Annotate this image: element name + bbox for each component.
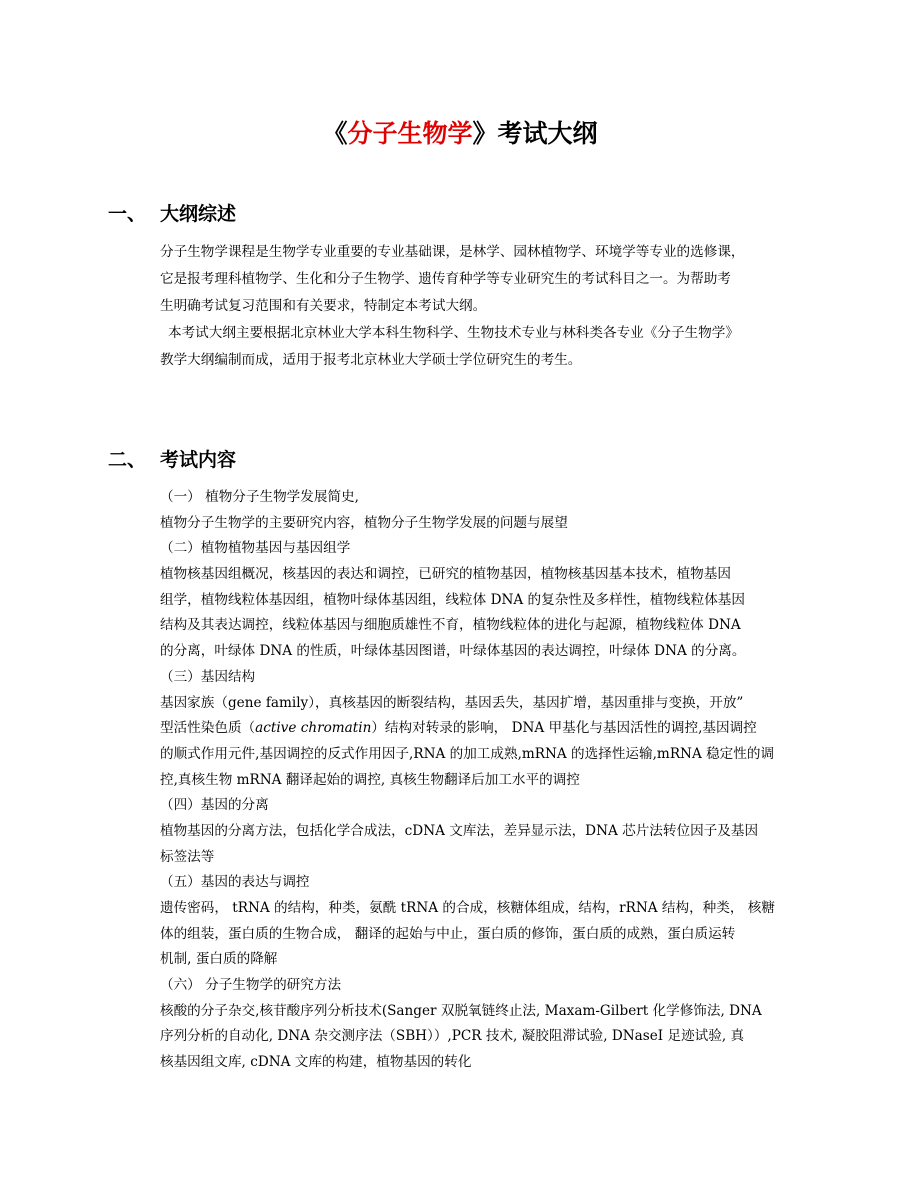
content-fragment: 型活性染色质（ <box>160 720 256 737</box>
content-line: 结构及其表达调控，线粒体基因与细胞质雄性不育，植物线粒体的进化与起源，植物线粒体 DNA <box>160 617 741 634</box>
paragraph-line: 生明确考试复习范围和有关要求，特制定本考试大纲。 <box>160 298 487 314</box>
section-title: 考试内容 <box>160 449 237 471</box>
title-open-bracket: 《 <box>322 119 348 148</box>
section-heading-overview <box>108 200 236 228</box>
section-number: 一、 <box>108 203 147 225</box>
content-line: 序列分析的自动化, DNA 杂交测序法（SBH））,PCR 技术, 凝胶阻滞试验, DNaseI 足迹试验, 真 <box>160 1028 745 1045</box>
paragraph-line: 教学大纲编制而成，适用于报考北京林业大学硕士学位研究生的考生。 <box>160 352 582 368</box>
content-line: 组学，植物线粒体基因组，植物叶绿体基因组，线粒体 DNA 的复杂性及多样性，植物线粒体基因 <box>160 591 745 608</box>
content-line: 植物分子生物学的主要研究内容，植物分子生物学发展的问题与展望 <box>160 514 568 531</box>
paragraph-line: 分子生物学课程是生物学专业重要的专业基础课，是林学、园林植物学、环境学等专业的选修课， <box>160 244 745 260</box>
paragraph-line: 本考试大纲主要根据北京林业大学本科生物科学、生物技术专业与林科类各专业《分子生物学》 <box>168 325 739 341</box>
content-line: 植物核基因组概况，核基因的表达和调控，已研究的植物基因，植物核基因基本技术，植物基因 <box>160 566 731 583</box>
title-highlight: 分子生物学 <box>347 119 473 148</box>
section-heading-content <box>108 446 236 474</box>
subsection-heading: （三）基因结构 <box>160 668 256 685</box>
content-line: 标签法等 <box>160 848 215 865</box>
content-line: 的顺式作用元件,基因调控的反式作用因子,RNA 的加工成熟,mRNA 的选择性运输,mRNA 稳定性的调 <box>160 745 775 762</box>
subsection-heading: （六） 分子生物学的研究方法 <box>160 977 342 994</box>
content-line: 核基因组文库, cDNA 文库的构建，植物基因的转化 <box>160 1054 472 1071</box>
content-line: 体的组装，蛋白质的生物合成， 翻译的起始与中止，蛋白质的修饰，蛋白质的成熟，蛋白质运转 <box>160 925 736 942</box>
subsection-heading: （四）基因的分离 <box>160 797 269 814</box>
content-line: 的分离，叶绿体 DNA 的性质，叶绿体基因图谱，叶绿体基因的表达调控，叶绿体 DNA 的分离。 <box>160 643 746 660</box>
content-fragment: ）结构对转录的影响， DNA 甲基化与基因活性的调控,基因调控 <box>371 720 757 737</box>
content-line: 控,真核生物 mRNA 翻译起始的调控, 真核生物翻译后加工水平的调控 <box>160 771 580 788</box>
subsection-heading: （二）植物植物基因与基因组学 <box>160 540 351 557</box>
subsection-heading: （五）基因的表达与调控 <box>160 874 310 891</box>
content-line: 核酸的分子杂交,核苷酸序列分析技术(Sanger 双脱氧链终止法, Maxam-Gilbert 化学修饰法, DNA <box>160 1002 762 1019</box>
content-line <box>160 716 840 742</box>
section-number: 二、 <box>108 449 147 471</box>
section-title: 大纲综述 <box>160 203 237 225</box>
document-title <box>0 116 920 152</box>
content-line: 遗传密码， tRNA 的结构，种类，氨酰 tRNA 的合成，核糖体组成，结构，rRNA 结构，种类， 核糖 <box>160 900 775 916</box>
title-rest: 》考试大纲 <box>472 119 598 148</box>
italic-term: active chromatin <box>255 720 372 737</box>
content-line: 机制, 蛋白质的降解 <box>160 951 278 968</box>
paragraph-line: 它是报考理科植物学、生化和分子生物学、遗传育种学等专业研究生的考试科目之一。为帮助考 <box>160 271 731 287</box>
content-line: 植物基因的分离方法，包括化学合成法，cDNA 文库法，差异显示法，DNA 芯片法转位因子及基因 <box>160 822 759 839</box>
overview-paragraphs <box>160 239 840 374</box>
content-list <box>160 485 840 1076</box>
subsection-heading: （一） 植物分子生物学发展简史, <box>160 489 359 505</box>
content-line: 基因家族（gene family），真核基因的断裂结构，基因丢失，基因扩增，基因重排与变换，开放” <box>160 694 744 711</box>
